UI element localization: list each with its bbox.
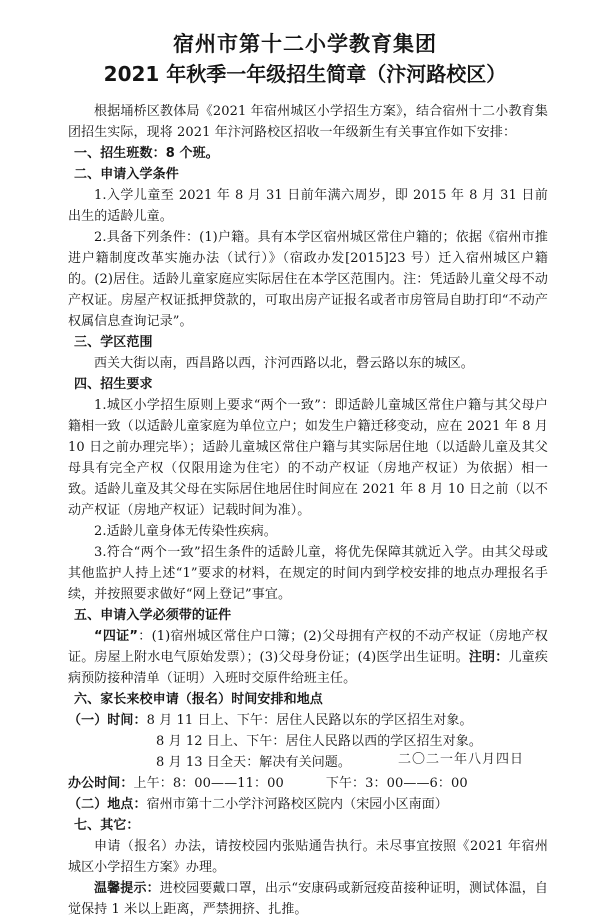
section-5-heading: 五、申请入学必须带的证件: [74, 608, 232, 623]
office-hours-am: 上午：8：00——11：00: [133, 776, 284, 791]
section-3-paragraph: 西关大街以南，西昌路以西，汴河西路以北，磬云路以东的城区。: [94, 356, 474, 371]
section-5-text: ：(1)宿州城区常住户口簿；(2)父母拥有产权的不动产权证（房地产权证。房屋上附水电气原始发票）；(3)父母身份证；(4)医学出生证明。: [68, 629, 548, 665]
section-1-value: 8 个班。: [165, 146, 219, 161]
office-hours-label: 办公时间：: [68, 776, 134, 791]
section-4-paragraph-3: 3.符合“两个一致”招生条件的适龄儿童，将优先保障其就近入学。由其父母或其他监护人持上述“1”要求的材料，在规定的时间内到学校安排的地点办理报名手续，并按照要求做好“网上登记”事宜。: [68, 545, 548, 602]
schedule-time-label: （一）时间：: [68, 713, 147, 728]
section-2-paragraph-1: 1.入学儿童至 2021 年 8 月 31 日前年满六周岁，即 2015 年 8 月 31 日前出生的适龄儿童。: [68, 188, 548, 224]
document-date: 二〇二一年八月四日: [398, 752, 525, 767]
section-2-paragraph-2: 2.具备下列条件：(1)户籍。具有本学区宿州城区常住户籍的；依据《宿州市推进户籍制度改革实施办法（试行）》（宿政办发[2015]23 号）迁入宿州城区户籍的。(2)居住。适龄儿童家庭应实际居住在本学区范围内。注：凭适龄儿童父母不动产权证。房屋产权证抵押贷款的，可取出房产证报名或者市房管局自助打印“不动产权属信息查询记录”。: [68, 230, 548, 329]
section-7-heading: 七、其它：: [74, 818, 140, 833]
warm-tip-paragraph: [68, 878, 548, 920]
section-5-note-text: 儿童疾病预防接种清单（证明）入班时交原件给班主任。: [68, 650, 548, 686]
document-title: 宿州市第十二小学教育集团: [173, 32, 437, 56]
warm-tip-label: 温馨提示：: [94, 881, 160, 896]
warm-tip-text: 进校园要戴口罩，出示“安康码或新冠疫苗接种证明，测试体温，自觉保持 1 米以上距离，严禁拥挤、扎推。: [68, 881, 548, 917]
schedule-row-3: 8 月 13 日全天：解决有关问题。: [156, 755, 352, 770]
section-5-lead: “四证”: [94, 629, 139, 644]
section-2-heading: 二、申请入学条件: [74, 167, 179, 182]
schedule-row-1-text: 8 月 11 日上、下午：居住人民路以东的学区招生对象。: [146, 713, 473, 728]
section-6-heading: 六、家长来校申请（报名）时间安排和地点: [74, 692, 323, 707]
section-7-paragraph: 申请（报名）办法，请按校园内张贴通告执行。未尽事宜按照《2021 年宿州城区小学招生方案》办理。: [68, 839, 548, 875]
intro-paragraph: 根据埇桥区教体局《2021 年宿州城区小学招生方案》，结合宿州十二小教育集团招生实际，现将 2021 年汴河路校区招收一年级新生有关事宜作如下安排：: [68, 104, 548, 140]
office-hours-pm: 下午：3：00——6：00: [325, 776, 468, 791]
document-subtitle: 2021 年秋季一年级招生简章（汴河路校区）: [103, 62, 507, 86]
document-body: [68, 101, 548, 920]
place-label: （二）地点：: [68, 797, 147, 812]
section-4-paragraph-1: 1.城区小学招生原则上要求“两个一致”：即适龄儿童城区常住户籍与其父母户籍相一致（以适龄儿童家庭为单位立户；如发生户籍迁移变动，应在 2021 年 8 月 10 日之前办理完毕）；适龄儿童城区常住户籍与其实际居住地（以适龄儿童及其父母具有完全产权（仅限用途为住宅）的不动产权证（房地产权证）为依据）相一致。适龄儿童及其父母在实际居住地居住时间应在 2021 年 8 月 10 日之前（以不动产权证（房地产权证）记载时间为准）。: [68, 398, 548, 518]
section-5-paragraph: [68, 626, 548, 689]
schedule-row-1: [68, 710, 548, 731]
section-4-heading: 四、招生要求: [74, 377, 153, 392]
office-hours-row: [68, 773, 548, 794]
section-5-note-label: 注明：: [468, 650, 509, 665]
section-1-line: [68, 143, 548, 164]
schedule-row-2: 8 月 12 日上、下午：居住人民路以西的学区招生对象。: [156, 734, 483, 749]
section-1-heading: 一、招生班数：: [74, 146, 166, 161]
section-4-paragraph-2: 2.适龄儿童身体无传染性疾病。: [94, 524, 277, 539]
place-text: 宿州市第十二小学汴河路校区院内（宋园小区南面）: [146, 797, 448, 812]
section-3-heading: 三、学区范围: [74, 335, 153, 350]
